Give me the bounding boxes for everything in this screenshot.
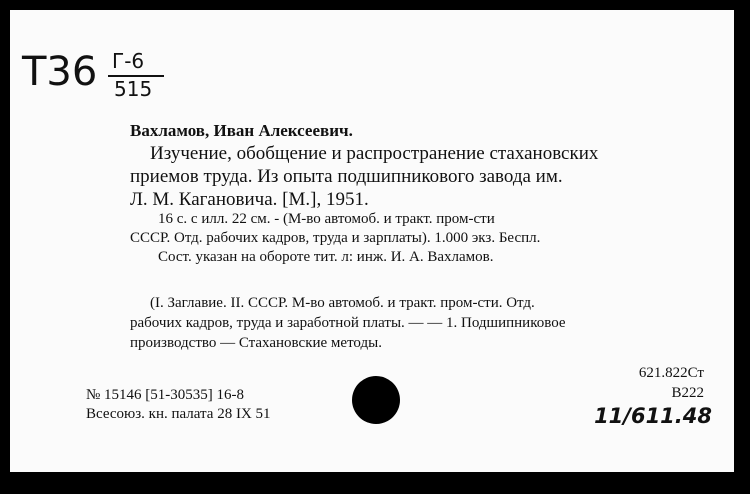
- tracing-line: рабочих кадров, труда и заработной платы. — — 1. Подшипниковое: [130, 315, 566, 331]
- title-line: Изучение, обобщение и распространение стахановских: [150, 143, 599, 164]
- chamber-imprint: Всесоюз. кн. палата 28 IX 51: [86, 406, 271, 422]
- handwritten-shelf-mark: 11/611.48: [594, 404, 712, 428]
- collation-line: 16 с. с илл. 22 см. - (М-во автомоб. и тракт. пром-сти: [158, 211, 495, 227]
- registration-number: № 15146 [51-30535] 16-8: [86, 387, 245, 403]
- handwritten-code-denominator: 515: [114, 77, 153, 101]
- handwritten-code-numerator: Г-6: [112, 49, 145, 73]
- tracing-line: производство — Стахановские методы.: [130, 335, 382, 351]
- punch-hole: [352, 376, 400, 424]
- collation-line: СССР. Отд. рабочих кадров, труда и зарплаты). 1.000 экз. Беспл.: [130, 230, 541, 246]
- note-line: Сост. указан на обороте тит. л: инж. И. А. Вахламов.: [158, 249, 494, 265]
- title-line: приемов труда. Из опыта подшипникового завода им.: [130, 166, 563, 187]
- udc-code: 621.822Ст: [638, 365, 704, 381]
- author-heading: Вахламов, Иван Алексеевич.: [130, 121, 353, 140]
- bbk-code: В222: [671, 385, 704, 401]
- tracing-line: (I. Заглавие. II. СССР. М-во автомоб. и тракт. пром-сти. Отд.: [150, 295, 535, 311]
- handwritten-code: Т36: [22, 49, 98, 95]
- catalog-card: [10, 10, 734, 472]
- title-line: Л. М. Кагановича. [М.], 1951.: [130, 189, 369, 210]
